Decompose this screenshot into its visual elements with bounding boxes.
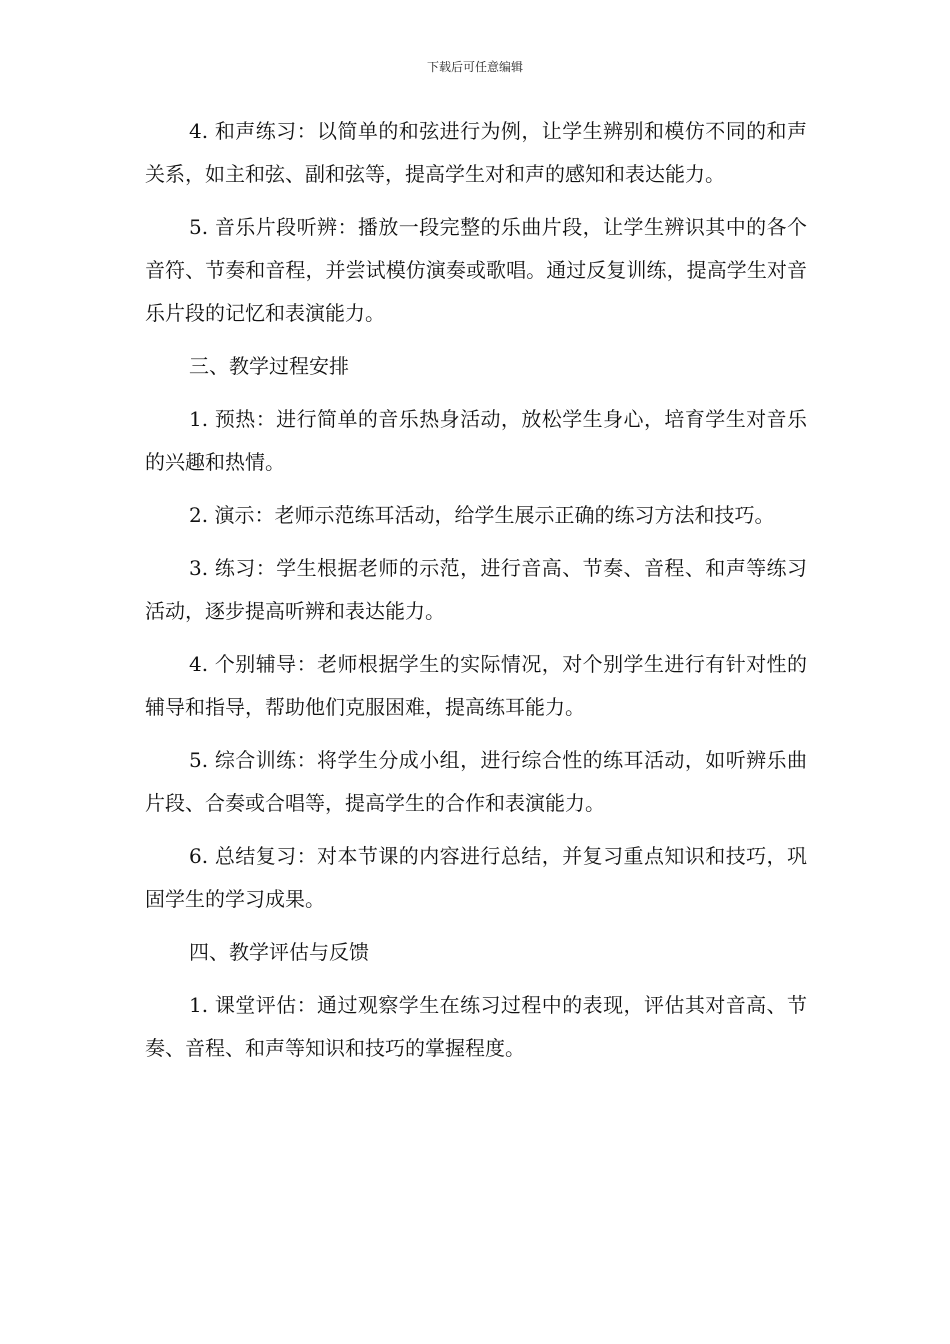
paragraph-classroom-assessment: 1. 课堂评估：通过观察学生在练习过程中的表现，评估其对音高、节奏、音程、和声等知识和技巧的掌握程度。 [145, 993, 807, 1060]
paragraph-comprehensive-training: 5. 综合训练：将学生分成小组，进行综合性的练耳活动，如听辨乐曲片段、合奏或合唱等，提高学生的合作和表演能力。 [145, 748, 807, 815]
paragraph-music-fragment-listening: 5. 音乐片段听辨：播放一段完整的乐曲片段，让学生辨识其中的各个音符、节奏和音程，并尝试模仿演奏或歌唱。通过反复训练，提高学生对音乐片段的记忆和表演能力。 [145, 215, 807, 325]
section-heading-teaching-process: 三、教学过程安排 [189, 354, 349, 378]
paragraph-summary-review: 6. 总结复习：对本节课的内容进行总结，并复习重点知识和技巧，巩固学生的学习成果。 [145, 844, 807, 911]
paragraph-individual-tutoring: 4. 个别辅导：老师根据学生的实际情况，对个别学生进行有针对性的辅导和指导，帮助他们克服困难，提高练耳能力。 [145, 652, 807, 719]
page-header-note: 下载后可任意编辑 [426, 60, 523, 74]
paragraph-harmony-practice: 4. 和声练习：以简单的和弦进行为例，让学生辨别和模仿不同的和声关系，如主和弦、副和弦等，提高学生对和声的感知和表达能力。 [145, 119, 807, 186]
paragraph-demonstration: 2. 演示：老师示范练耳活动，给学生展示正确的练习方法和技巧。 [189, 503, 775, 527]
document-body [145, 110, 807, 1080]
paragraph-warmup: 1. 预热：进行简单的音乐热身活动，放松学生身心，培育学生对音乐的兴趣和热情。 [145, 407, 807, 474]
paragraph-practice: 3. 练习：学生根据老师的示范，进行音高、节奏、音程、和声等练习活动，逐步提高听辨和表达能力。 [145, 556, 807, 623]
section-heading-assessment-feedback: 四、教学评估与反馈 [189, 940, 369, 964]
